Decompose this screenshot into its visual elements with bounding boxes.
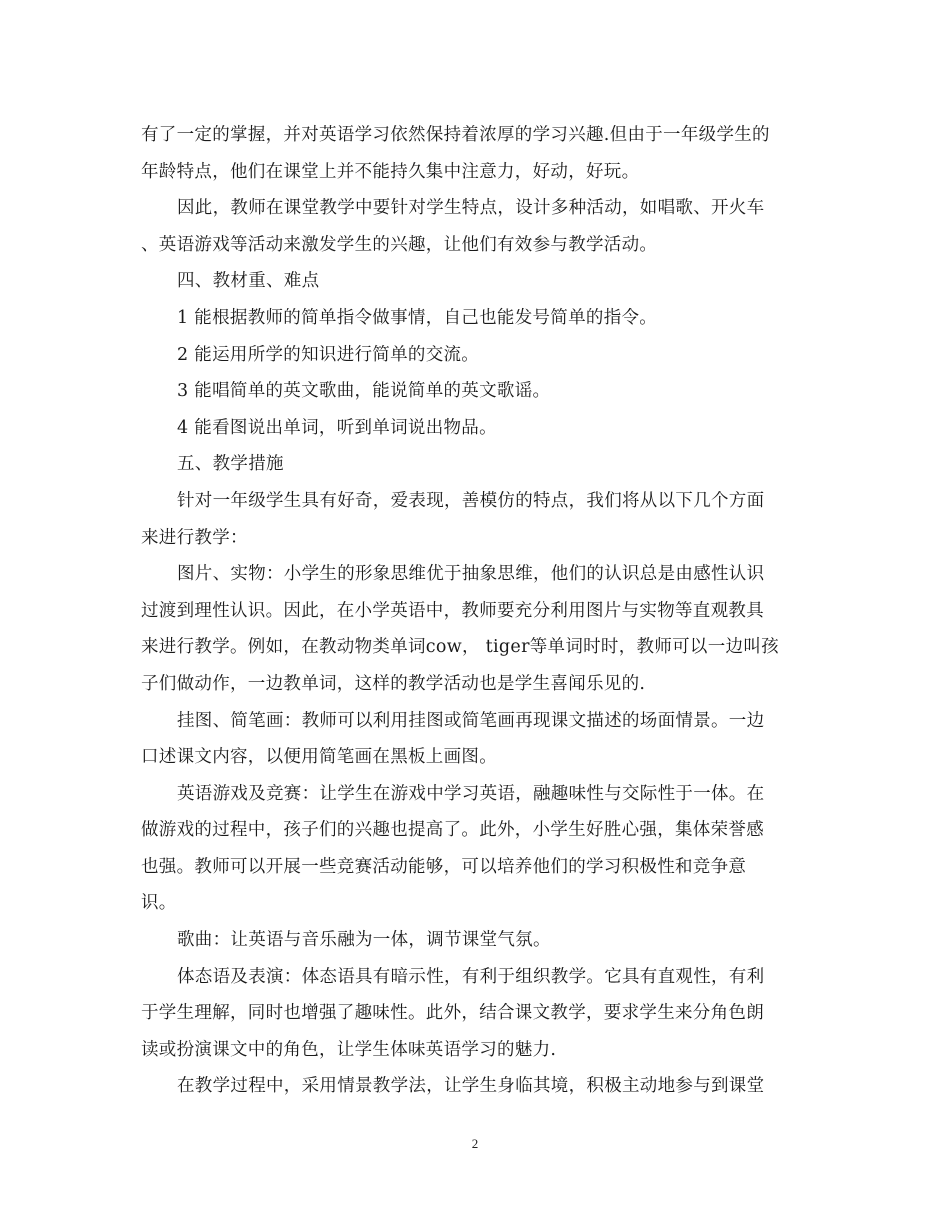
- text-line: 来进行教学：: [141, 527, 248, 548]
- text-line: 口述课文内容，以便用简笔画在黑板上画图。: [141, 747, 497, 768]
- text-line: 英语游戏及竞赛：让学生在游戏中学习英语，融趣味性与交际性于一体。在: [177, 783, 765, 804]
- text-line: 在教学过程中，采用情景教学法，让学生身临其境，积极主动地参与到课堂: [177, 1076, 765, 1097]
- text-line: 有了一定的掌握，并对英语学习依然保持着浓厚的学习兴趣.但由于一年级学生的: [141, 125, 770, 145]
- text-line: 五、教学措施: [177, 454, 284, 475]
- text-line: 于学生理解，同时也增强了趣味性。此外，结合课文教学，要求学生来分角色朗: [141, 1003, 764, 1024]
- document-body: [141, 117, 813, 1105]
- text-line: 1 能根据教师的简单指令做事情，自己也能发号简单的指令。: [177, 307, 658, 328]
- text-line: 4 能看图说出单词，听到单词说出物品。: [177, 417, 497, 438]
- text-line: 也强。教师可以开展一些竞赛活动能够，可以培养他们的学习积极性和竞争意: [141, 856, 747, 877]
- text-line: 体态语及表演：体态语具有暗示性，有利于组织教学。它具有直观性，有利: [177, 966, 765, 987]
- text-line: 3 能唱简单的英文歌曲，能说简单的英文歌谣。: [177, 381, 551, 402]
- text-line: 2 能运用所学的知识进行简单的交流。: [177, 344, 480, 365]
- text-line: 图片、实物：小学生的形象思维优于抽象思维，他们的认识总是由感性认识: [177, 564, 765, 585]
- text-line: 、英语游戏等活动来激发学生的兴趣，让他们有效参与教学活动。: [141, 234, 658, 255]
- text-line: 年龄特点，他们在课堂上并不能持久集中注意力，好动，好玩。: [141, 161, 640, 182]
- text-line: 子们做动作，一边教单词，这样的教学活动也是学生喜闻乐见的.: [141, 673, 646, 694]
- text-line: 四、教材重、难点: [177, 271, 320, 292]
- text-line: 识。: [141, 893, 177, 914]
- text-line: 过渡到理性认识。因此，在小学英语中，教师要充分利用图片与实物等直观教具: [141, 600, 764, 621]
- text-line: 来进行教学。例如，在教动物类单词cow， tiger等单词时时，教师可以一边叫孩: [141, 637, 779, 658]
- text-line: 因此，教师在课堂教学中要针对学生特点，设计多种活动，如唱歌、开火车: [177, 198, 765, 219]
- text-line: 挂图、简笔画：教师可以利用挂图或简笔画再现课文描述的场面情景。一边: [177, 710, 765, 731]
- text-line: 歌曲：让英语与音乐融为一体，调节课堂气氛。: [177, 930, 551, 951]
- text-line: 做游戏的过程中，孩子们的兴趣也提高了。此外，小学生好胜心强，集体荣誉感: [141, 820, 764, 841]
- text-line: 针对一年级学生具有好奇，爱表现，善模仿的特点，我们将从以下几个方面: [177, 490, 765, 511]
- page-number: 2: [471, 1136, 479, 1151]
- text-line: 读或扮演课文中的角色，让学生体味英语学习的魅力.: [141, 1039, 557, 1060]
